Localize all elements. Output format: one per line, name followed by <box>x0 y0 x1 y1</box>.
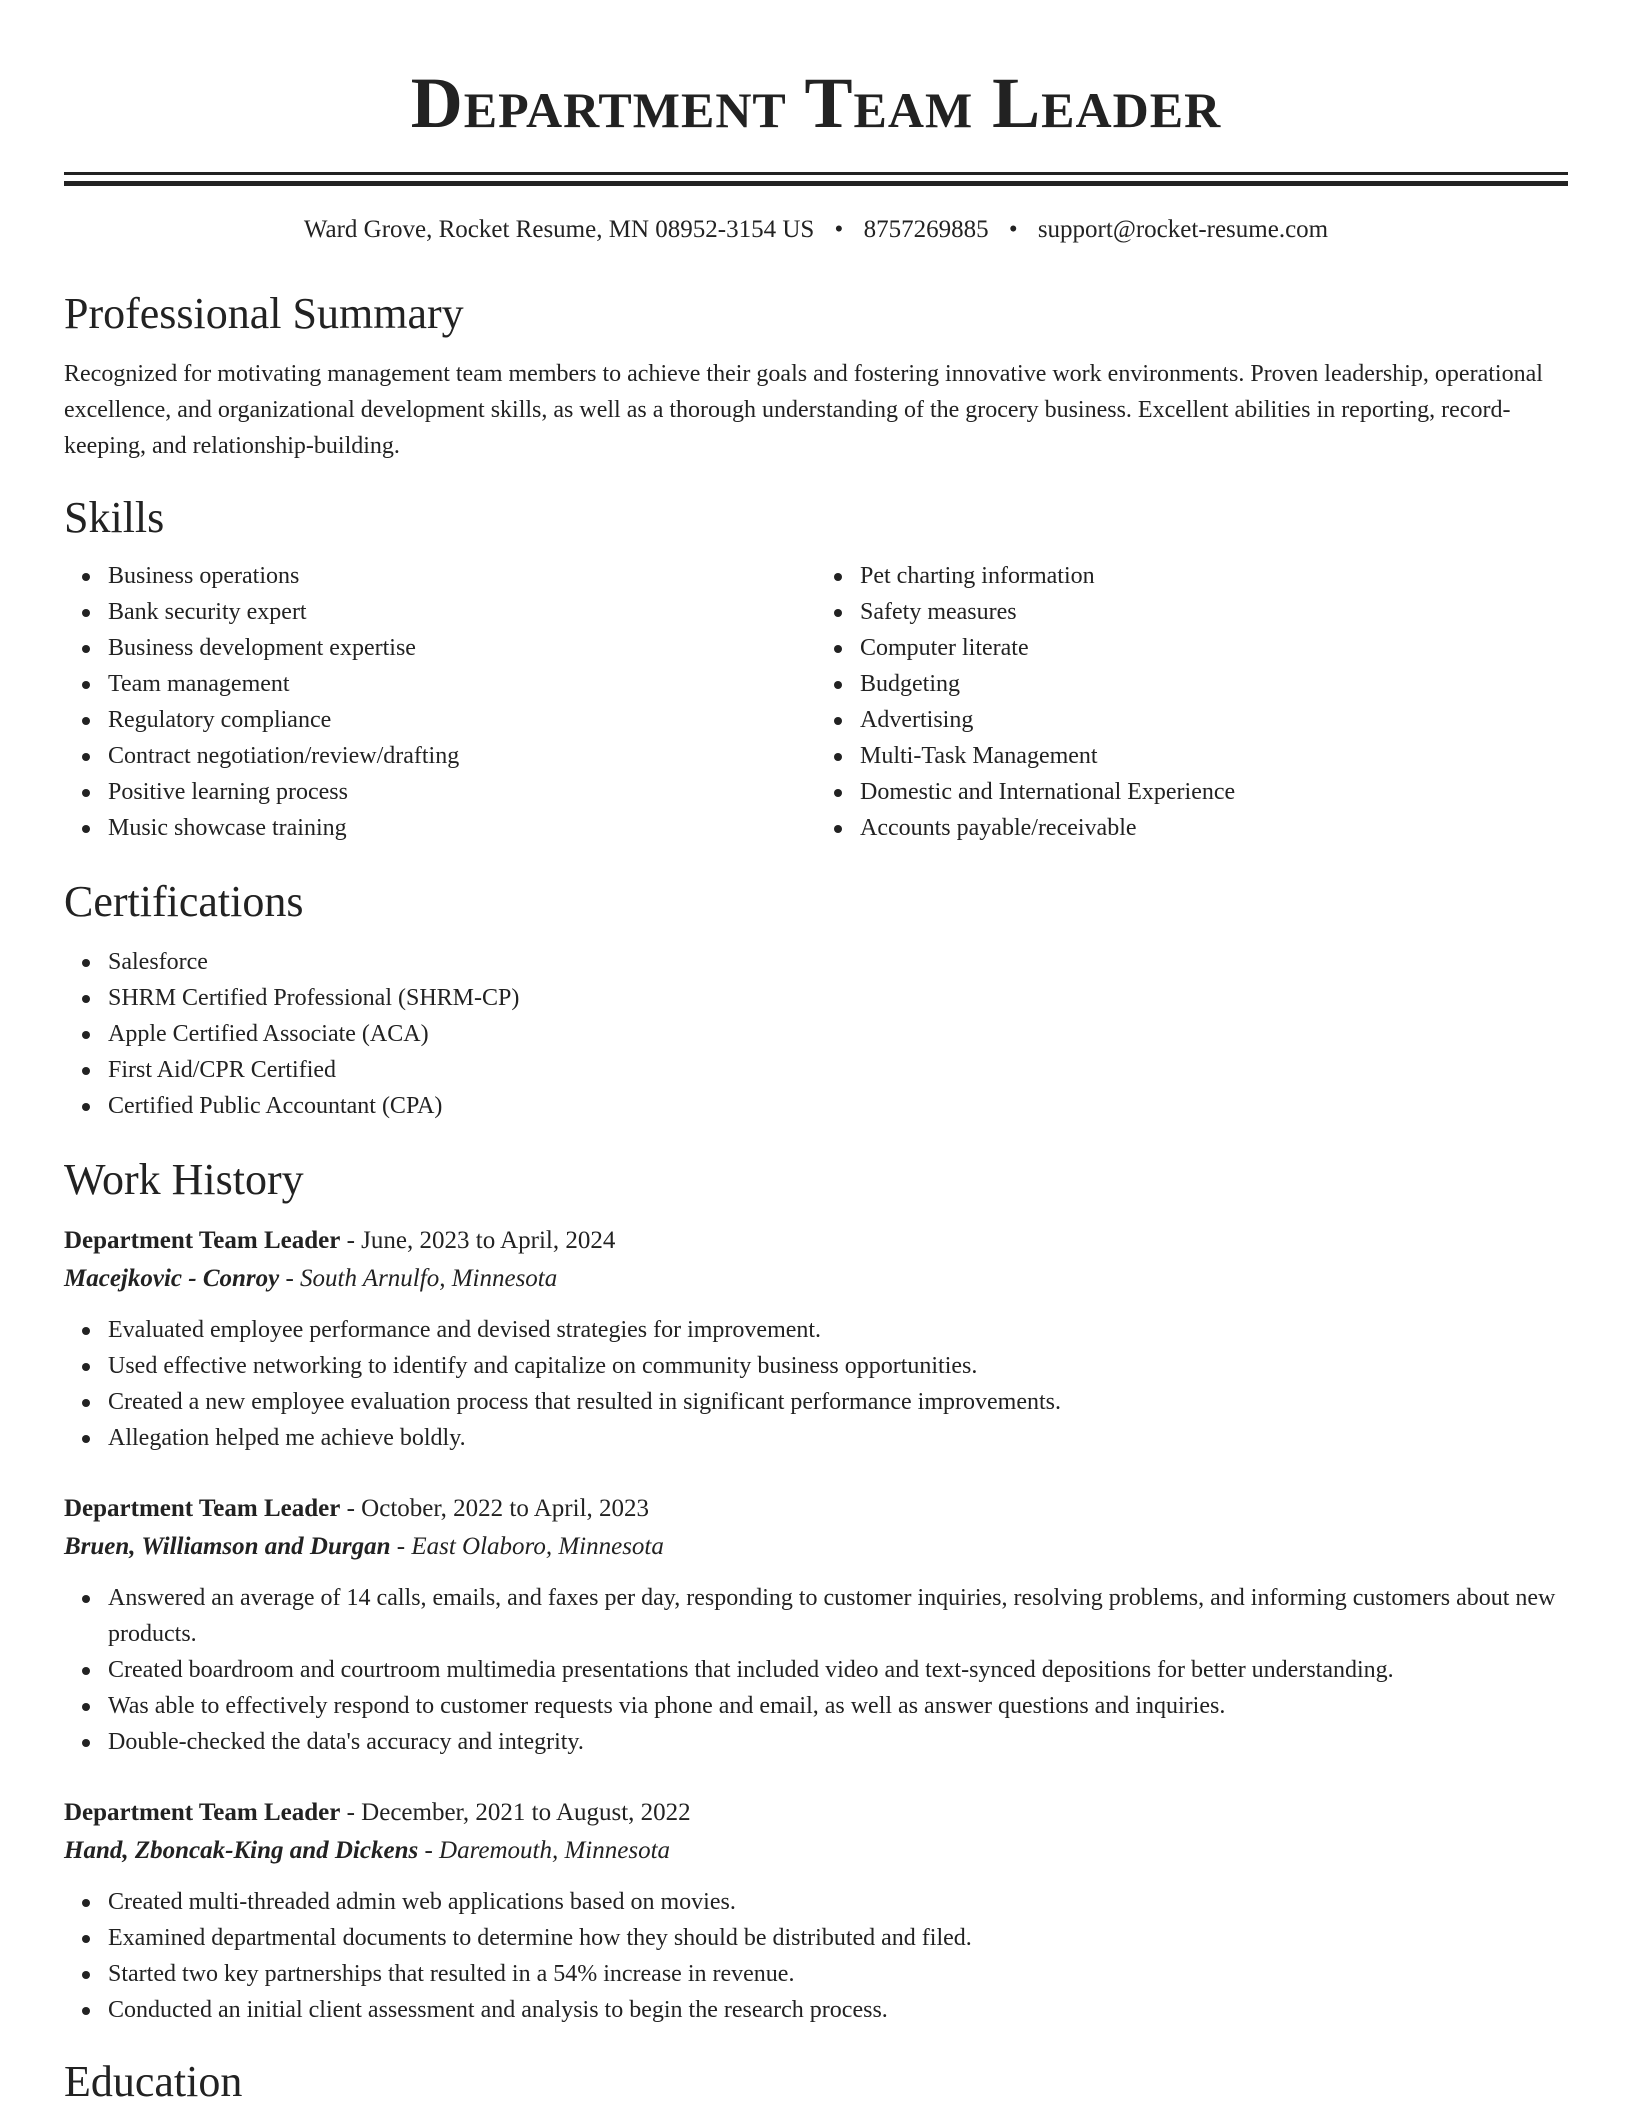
contact-line <box>64 212 1568 248</box>
education-heading: Education <box>64 2057 243 2106</box>
job-bullet: Answered an average of 14 calls, emails, and faxes per day, responding to customer inquiries, resolving problems, and informing customers about new products. <box>108 1580 1568 1652</box>
contact-separator: • <box>1008 216 1018 243</box>
job-bullet: Started two key partnerships that resulted in a 54% increase in revenue. <box>108 1956 1568 1992</box>
resume-page <box>64 0 1568 2110</box>
job-title-line <box>64 1490 1568 1528</box>
job-bullet: Allegation helped me achieve boldly. <box>108 1420 1568 1456</box>
skill-item: Budgeting <box>860 666 1568 702</box>
skills-list-right <box>816 558 1568 846</box>
job-title: Department Team Leader <box>64 1495 341 1522</box>
contact-phone: 8757269885 <box>863 216 989 243</box>
certification-item: Salesforce <box>108 944 1568 980</box>
job-bullets <box>64 1312 1568 1456</box>
skill-item: Advertising <box>860 702 1568 738</box>
skill-item: Music showcase training <box>108 810 816 846</box>
skill-item: Business development expertise <box>108 630 816 666</box>
contact-separator: • <box>834 216 844 243</box>
resume-title: Department Team Leader <box>410 63 1222 143</box>
job-entry <box>64 1794 1568 2028</box>
job-location: - Daremouth, Minnesota <box>424 1837 671 1864</box>
title-divider-top <box>64 172 1568 175</box>
skill-item: Multi-Task Management <box>860 738 1568 774</box>
contact-email: support@rocket-resume.com <box>1037 216 1329 243</box>
job-company-line <box>64 1528 1568 1566</box>
summary-text: Recognized for motivating management team members to achieve their goals and fostering innovative work environments. Proven leadership, operational excellence, and organizational development skills, as well as a thorough understanding of the grocery business. Excellent abilities in reporting, record-keeping, and relationship-building. <box>64 361 1543 459</box>
skill-item: Bank security expert <box>108 594 816 630</box>
skills-heading: Skills <box>64 493 165 542</box>
job-company: Bruen, Williamson and Durgan <box>64 1533 391 1560</box>
job-title-line <box>64 1222 1568 1260</box>
job-company-line <box>64 1260 1568 1298</box>
skills-columns <box>64 558 1568 846</box>
job-bullet: Double-checked the data's accuracy and integrity. <box>108 1724 1568 1760</box>
job-bullet: Created multi-threaded admin web applications based on movies. <box>108 1884 1568 1920</box>
job-bullet: Examined departmental documents to determine how they should be distributed and filed. <box>108 1920 1568 1956</box>
skills-list-left <box>64 558 816 846</box>
work-history-heading: Work History <box>64 1155 304 1204</box>
job-dates: - December, 2021 to August, 2022 <box>346 1799 691 1826</box>
summary-heading: Professional Summary <box>64 289 464 338</box>
skill-item: Domestic and International Experience <box>860 774 1568 810</box>
job-bullet: Created boardroom and courtroom multimedia presentations that included video and text-synced depositions for better understanding. <box>108 1652 1568 1688</box>
job-company: Macejkovic - Conroy <box>64 1265 280 1292</box>
job-bullet: Created a new employee evaluation process that resulted in significant performance improvements. <box>108 1384 1568 1420</box>
job-company-line <box>64 1832 1568 1870</box>
job-bullet: Was able to effectively respond to customer requests via phone and email, as well as answer questions and inquiries. <box>108 1688 1568 1724</box>
skill-item: Team management <box>108 666 816 702</box>
skill-item: Pet charting information <box>860 558 1568 594</box>
job-location: - South Arnulfo, Minnesota <box>285 1265 558 1292</box>
skill-item: Accounts payable/receivable <box>860 810 1568 846</box>
certification-item: Certified Public Accountant (CPA) <box>108 1088 1568 1124</box>
skill-item: Safety measures <box>860 594 1568 630</box>
job-bullet: Evaluated employee performance and devised strategies for improvement. <box>108 1312 1568 1348</box>
skill-item: Contract negotiation/review/drafting <box>108 738 816 774</box>
job-entry <box>64 1222 1568 1456</box>
job-title-line <box>64 1794 1568 1832</box>
job-bullet: Used effective networking to identify and capitalize on community business opportunities. <box>108 1348 1568 1384</box>
contact-address: Ward Grove, Rocket Resume, MN 08952-3154 US <box>303 216 815 243</box>
job-location: - East Olaboro, Minnesota <box>396 1533 664 1560</box>
certifications-list <box>64 944 1568 1124</box>
job-entry <box>64 1490 1568 1760</box>
certifications-heading: Certifications <box>64 877 304 926</box>
skill-item: Business operations <box>108 558 816 594</box>
skill-item: Regulatory compliance <box>108 702 816 738</box>
job-dates: - October, 2022 to April, 2023 <box>346 1495 650 1522</box>
job-bullet: Conducted an initial client assessment and analysis to begin the research process. <box>108 1992 1568 2028</box>
certification-item: SHRM Certified Professional (SHRM-CP) <box>108 980 1568 1016</box>
skill-item: Positive learning process <box>108 774 816 810</box>
certification-item: Apple Certified Associate (ACA) <box>108 1016 1568 1052</box>
job-bullets <box>64 1580 1568 1760</box>
title-divider-bottom <box>64 181 1568 186</box>
job-dates: - June, 2023 to April, 2024 <box>346 1227 616 1254</box>
skill-item: Computer literate <box>860 630 1568 666</box>
job-company: Hand, Zboncak-King and Dickens <box>64 1837 419 1864</box>
job-title: Department Team Leader <box>64 1227 341 1254</box>
certification-item: First Aid/CPR Certified <box>108 1052 1568 1088</box>
job-bullets <box>64 1884 1568 2028</box>
job-title: Department Team Leader <box>64 1799 341 1826</box>
